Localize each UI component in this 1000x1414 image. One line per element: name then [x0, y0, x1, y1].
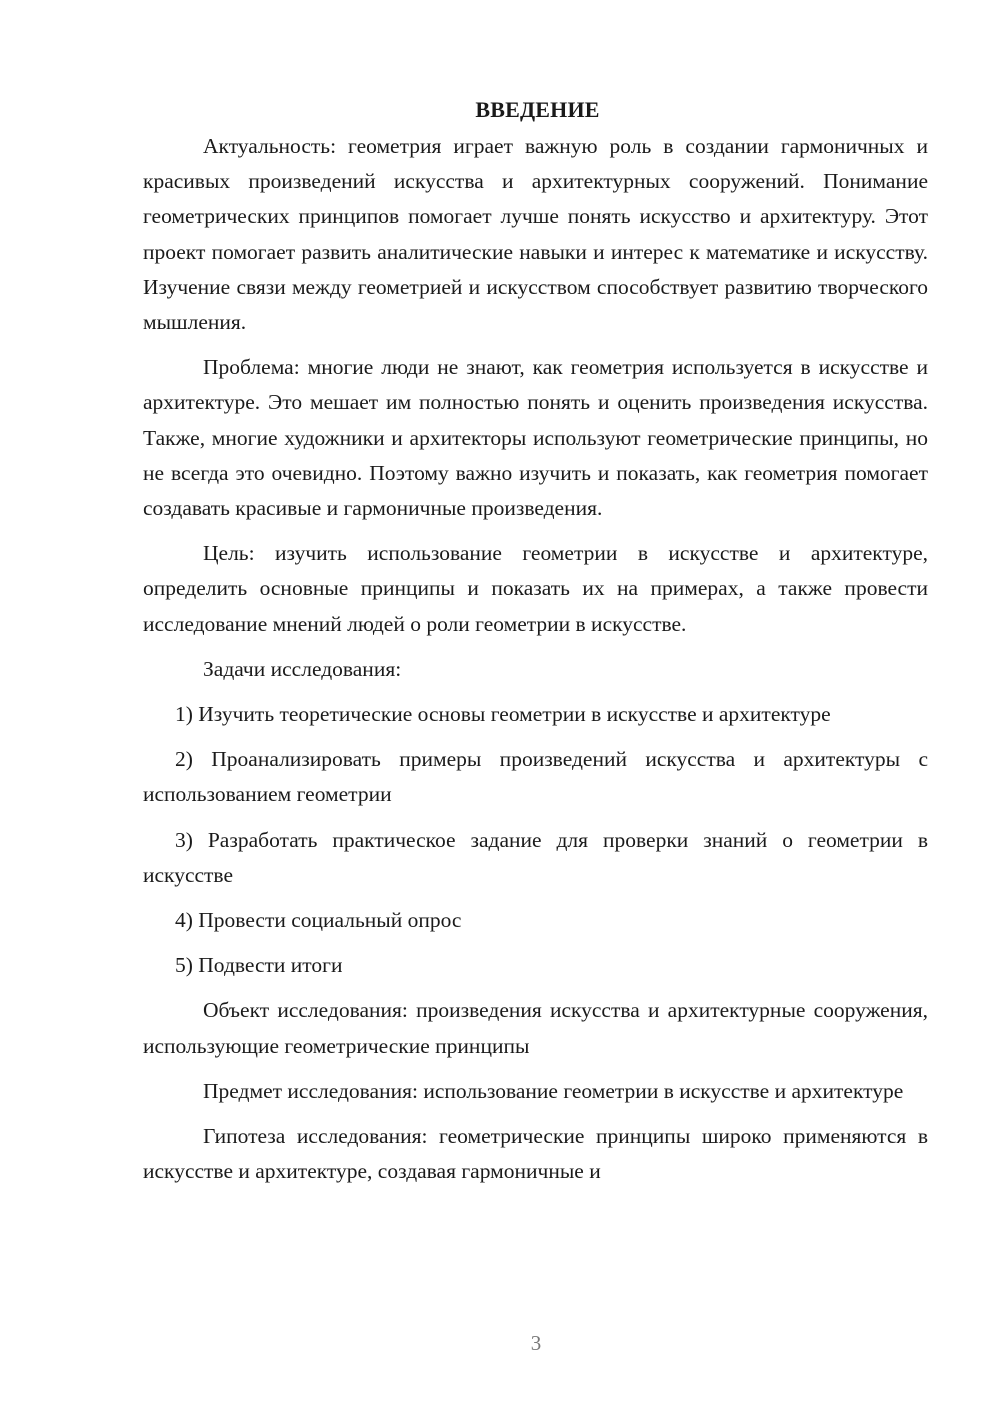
task-item-2: 2) Проанализировать примеры произведений искусства и архитектуры с использованием геометрии — [143, 747, 928, 807]
page-number: 3 — [530, 1331, 542, 1355]
paragraph-problem: Проблема: многие люди не знают, как геометрия используется в искусстве и архитектуре. Это мешает им полностью понять и оценить произведения искусства. Также, многие художники и архитекторы используют геометрические принципы, но не всегда это очевидно. Поэтому важно изучить и показать, как геометрия помогает создавать красивые и гармоничные произведения. — [143, 355, 928, 521]
paragraph-tasks-heading: Задачи исследования: — [203, 656, 402, 681]
task-item-3: 3) Разработать практическое задание для проверки знаний о геометрии в искусстве — [143, 827, 928, 887]
page-title: ВВЕДЕНИЕ — [475, 97, 600, 122]
paragraph-subject: Предмет исследования: использование геометрии в искусстве и архитектуре — [203, 1078, 904, 1103]
paragraph-hypothesis: Гипотеза исследования: геометрические принципы широко применяются в искусстве и архитектуре, создавая гармоничные и — [143, 1124, 928, 1184]
task-item-5: 5) Подвести итоги — [175, 953, 343, 978]
document-page — [143, 92, 928, 1189]
paragraph-object: Объект исследования: произведения искусства и архитектурные сооружения, использующие геометрические принципы — [143, 998, 928, 1058]
paragraph-relevance: Актуальность: геометрия играет важную роль в создании гармоничных и красивых произведений искусства и архитектурных сооружений. Понимание геометрических принципов помогает лучше понять искусство и архитектуру. Этот проект помогает развить аналитические навыки и интерес к математике и искусству. Изучение связи между геометрией и искусством способствует развитию творческого мышления. — [143, 134, 928, 335]
task-item-1: 1) Изучить теоретические основы геометрии в искусстве и архитектуре — [175, 702, 831, 727]
paragraph-goal: Цель: изучить использование геометрии в искусстве и архитектуре, определить основные принципы и показать их на примерах, а также провести исследование мнений людей о роли геометрии в искусстве. — [143, 541, 928, 636]
task-item-4: 4) Провести социальный опрос — [175, 908, 462, 933]
